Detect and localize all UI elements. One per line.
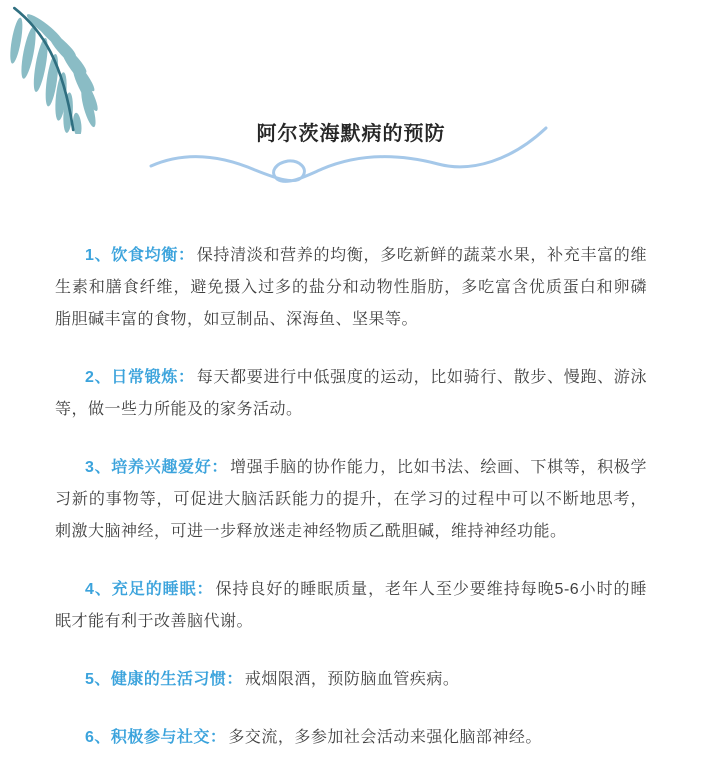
section-paragraph-6 <box>55 722 647 754</box>
section-text-3: 增强手脑的协作能力，比如书法、绘画、下棋等，积极学习新的事物等，可促进大脑活跃能力的提升，在学习的过程中可以不断地思考，刺激大脑神经，可进一步释放迷走神经物质乙酰胆碱，维持神经功能。 <box>55 459 647 540</box>
section-text-2: 每天都要进行中低强度的运动，比如骑行、散步、慢跑、游泳等，做一些力所能及的家务活动。 <box>55 369 647 418</box>
section-label-6: 6、积极参与社交： <box>85 729 227 746</box>
section-paragraph-2 <box>55 362 647 426</box>
section-text-1: 保持清淡和营养的均衡，多吃新鲜的蔬菜水果，补充丰富的维生素和膳食纤维，避免摄入过多的盐分和动物性脂肪，多吃富含优质蛋白和卵磷脂胆碱丰富的食物，如豆制品、深海鱼、坚果等。 <box>55 247 647 328</box>
section-text-6: 多交流，多参加社会活动来强化脑部神经。 <box>228 729 542 746</box>
section-paragraph-5 <box>55 664 647 696</box>
section-label-2: 2、日常锻炼： <box>85 369 195 386</box>
section-text-5: 戒烟限酒，预防脑血管疾病。 <box>244 671 460 688</box>
page-title: 阿尔茨海默病的预防 <box>256 123 446 145</box>
section-text-4: 保持良好的睡眠质量，老年人至少要维持每晚5-6小时的睡眠才能有利于改善脑代谢。 <box>55 581 647 630</box>
section-paragraph-3 <box>55 452 647 548</box>
content-area <box>55 240 647 780</box>
section-label-3: 3、培养兴趣爱好： <box>85 459 229 476</box>
section-label-5: 5、健康的生活习惯： <box>85 671 243 688</box>
section-label-4: 4、充足的睡眠： <box>85 581 214 598</box>
section-paragraph-1 <box>55 240 647 336</box>
leaf-branch-icon <box>4 2 116 134</box>
section-paragraph-4 <box>55 574 647 638</box>
swash-divider-icon <box>140 118 560 210</box>
section-label-1: 1、饮食均衡： <box>85 247 195 264</box>
